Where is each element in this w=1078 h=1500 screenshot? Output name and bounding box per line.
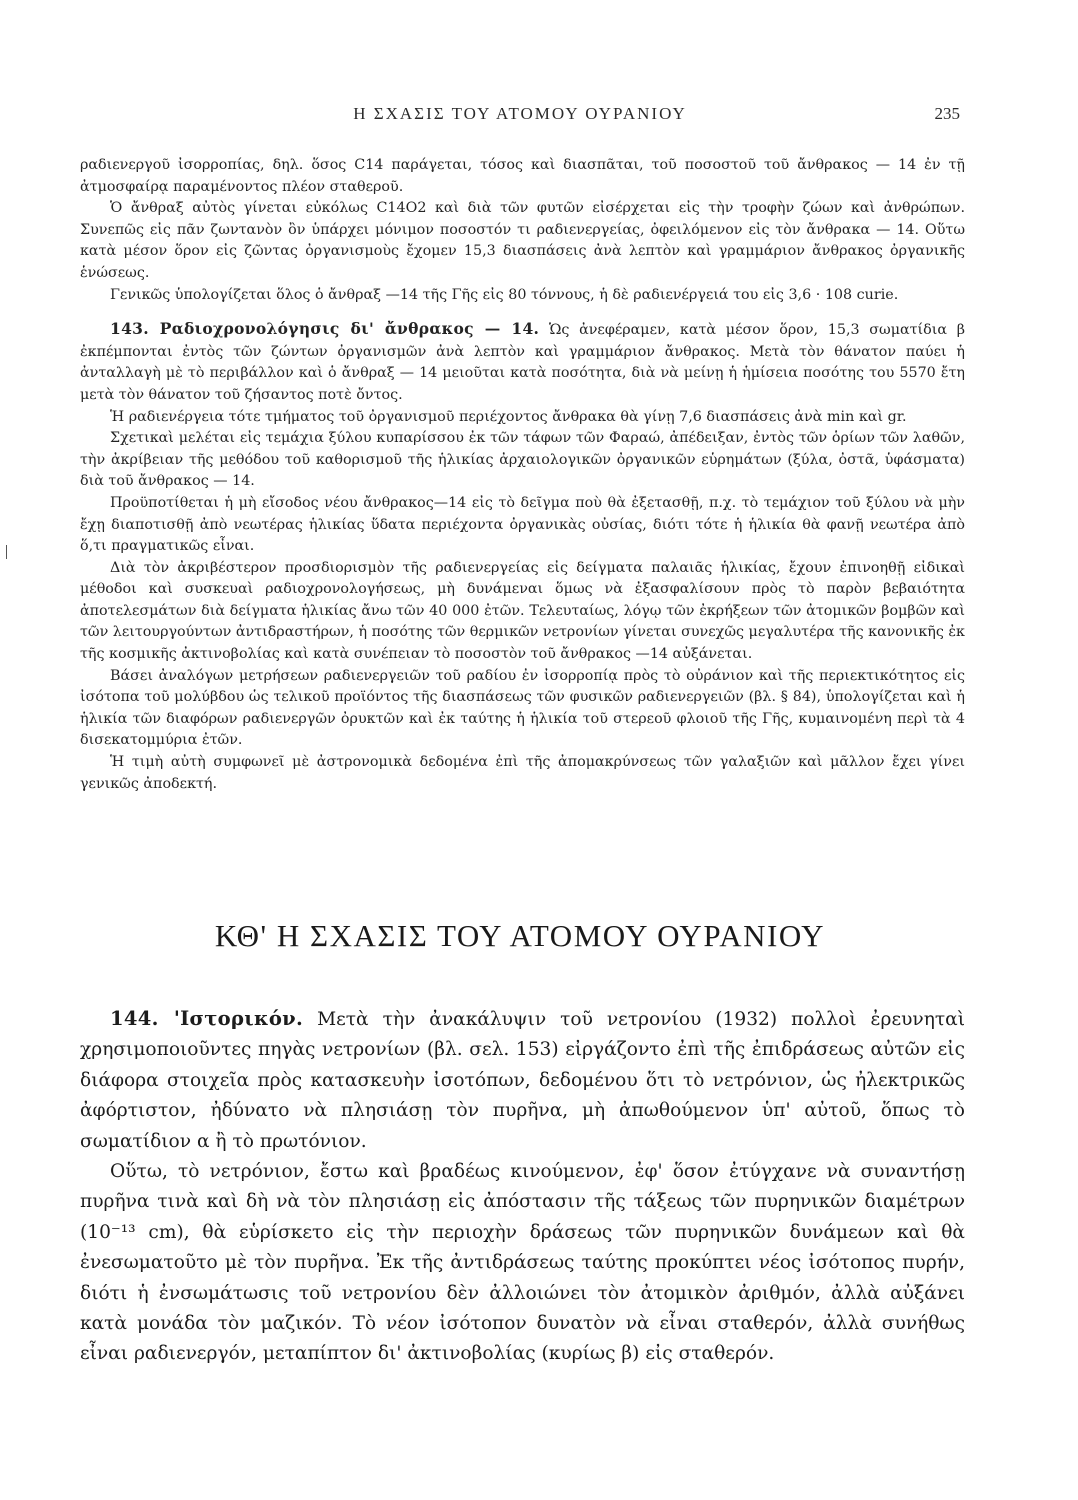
section-143-first-paragraph — [80, 318, 965, 406]
paragraph: Ὁ ἄνθραξ αὐτὸς γίνεται εὐκόλως C14O2 καὶ διὰ τῶν φυτῶν εἰσέρχεται εἰς τὴν τροφὴν ζώων καὶ ἀνθρώπων. Συνεπῶς εἰς πᾶν ζωντανὸν ὂν ὑπάρχει μόνιμον ποσοστόν τι ραδιενεργείας, ὀφειλόμενον εἰς τὸν ἄνθρακα — 14. Οὕτω κατὰ μέσον ὅρον εἰς ζῶντας ὀργανισμοὺς ἔχομεν 15,3 διασπάσεις ἀνὰ λεπτὸν καὶ γραμμάριον ἄνθρακος ὀργανικῆς ἑνώσεως. — [80, 200, 965, 281]
paragraph-text: Ὡς ἀνεφέραμεν, κατὰ μέσον ὅρον, 15,3 σωματίδια β ἐκπέμπονται ἐντὸς τῶν ζώντων ὀργανισμῶν ἀνὰ λεπτὸν καὶ γραμμάριον ἄνθρακος. Μετὰ τὸν θάνατον παύει ἡ ἀνταλλαγὴ μὲ τὸ περιβάλλον καὶ ὁ ἄνθραξ — 14 μειοῦται κατὰ ποσότητα, διὰ νὰ μείνῃ ἡ ἡμίσεια ποσότης του 5570 ἔτη μετὰ τὸν θάνατον τοῦ ζήσαντος ποτὲ ὄντος. — [80, 322, 965, 403]
paragraph: Σχετικαὶ μελέται εἰς τεμάχια ξύλου κυπαρίσσου ἐκ τῶν τάφων τῶν Φαραώ, ἀπέδειξαν, ἐντὸς τῶν ὁρίων τῶν λαθῶν, τὴν ἀκρίβειαν τῆς μεθόδου τοῦ καθορισμοῦ τῆς ἡλικίας ἀρχαιολογικῶν ὀργανικῶν εὑρημάτων (ξύλα, ὀστᾶ, ὑφάσματα) διὰ τοῦ ἄνθρακος — 14. — [80, 430, 965, 490]
section-heading: 143. Ραδιοχρονολόγησις δι' ἄνθρακος — 14. — [110, 319, 540, 339]
large-text-block — [80, 1004, 965, 1370]
page-number: 235 — [934, 104, 960, 123]
margin-mark — [6, 545, 7, 559]
chapter-title: ΚΘ' Η ΣΧΑΣΙΣ ΤΟΥ ΑΤΟΜΟΥ ΟΥΡΑΝΙΟΥ — [214, 918, 826, 953]
paragraph: Οὕτω, τὸ νετρόνιον, ἔστω καὶ βραδέως κινούμενον, ἐφ' ὅσον ἐτύγχανε νὰ συναντήσῃ πυρῆνα τινὰ καὶ δὴ νὰ τὸν πλησιάσῃ εἰς ἀπόστασιν τῆς τάξεως τῶν πυρηνικῶν διαμέτρων (10⁻¹³ cm), θὰ εὑρίσκετο εἰς τὴν περιοχὴν δράσεως τῶν πυρηνικῶν δυνάμεων καὶ θὰ ἐνεσωματοῦτο μὲ τὸν πυρῆνα. Ἐκ τῆς ἀντιδράσεως ταύτης προκύπτει νέος ἰσότοπος πυρήν, διότι ἡ ἐνσωμάτωσις τοῦ νετρονίου δὲν ἀλλοιώνει τὸν ἀτομικὸν ἀριθμόν, ἀλλὰ αὐξάνει κατὰ μονάδα τὸν μαζικόν. Τὸ νέον ἰσότοπον δυνατὸν νὰ εἶναι σταθερόν, ἀλλὰ συνήθως εἶναι ραδιενεργόν, μεταπίπτον δι' ἀκτινοβολίας (κυρίως β) εἰς σταθερόν. — [80, 1161, 965, 1365]
small-text-block — [80, 155, 965, 795]
paragraph: ραδιενεργοῦ ἰσορροπίας, δηλ. ὅσος C14 παράγεται, τόσος καὶ διασπᾶται, τοῦ ποσοστοῦ τοῦ ἄνθρακος — 14 ἐν τῇ ἀτμοσφαίρᾳ παραμένοντος πλέον σταθεροῦ. — [80, 157, 965, 195]
section-144-first-paragraph — [80, 1004, 965, 1157]
section-heading: 144. 'Ιστορικόν. — [110, 1007, 304, 1030]
paragraph: Ἡ ραδιενέργεια τότε τμήματος τοῦ ὀργανισμοῦ περιέχοντος ἄνθρακα θὰ γίνῃ 7,6 διασπάσεις ἀνὰ min καὶ gr. — [110, 408, 907, 425]
paragraph: Προϋποτίθεται ἡ μὴ εἴσοδος νέου ἄνθρακος—14 εἰς τὸ δεῖγμα ποὺ θὰ ἐξετασθῇ, π.χ. τὸ τεμάχιον τοῦ ξύλου νὰ μὴν ἔχῃ διαποτισθῇ ἀπὸ νεωτέρας ἡλικίας ὕδατα περιέχοντα ὀργανικὰς οὐσίας, διότι τότε ἡ ἡλικία θὰ φανῇ νεωτέρα ἀπὸ ὅ,τι πραγματικῶς εἶναι. — [80, 494, 965, 555]
running-title: Η ΣΧΑΣΙΣ ΤΟΥ ΑΤΟΜΟΥ ΟΥΡΑΝΙΟΥ — [353, 104, 687, 123]
paragraph: Γενικῶς ὑπολογίζεται ὅλος ὁ ἄνθραξ —14 τῆς Γῆς εἰς 80 τόννους, ἡ δὲ ραδιενέργειά του εἰς 3,6 · 108 curie. — [110, 286, 899, 303]
paragraph: Βάσει ἀναλόγων μετρήσεων ραδιενεργειῶν τοῦ ραδίου ἐν ἰσορροπίᾳ πρὸς τὸ οὐράνιον καὶ τῆς περιεκτικότητος εἰς ἰσότοπα τοῦ μολύβδου ὡς τελικοῦ προϊόντος τῆς διασπάσεως τῶν φυσικῶν ραδιενεργειῶν (βλ. § 84), ὑπολογίζεται καὶ ἡ ἡλικία τῶν διαφόρων ραδιενεργῶν ὀρυκτῶν καὶ ἐκ ταύτης ἡ ἡλικία τοῦ στερεοῦ φλοιοῦ τῆς Γῆς, κυμαινομένη περὶ τὰ 4 δισεκατομμύρια ἐτῶν. — [80, 667, 965, 749]
paragraph-text: Μετὰ τὴν ἀνακάλυψιν τοῦ νετρονίου (1932) πολλοὶ ἐρευνηταὶ χρησιμοποιοῦντες πηγὰς νετρονίων (βλ. σελ. 153) εἰργάζοντο ἐπὶ τῆς ἐπιδράσεως αὐτῶν εἰς διάφορα στοιχεῖα πρὸς κατασκευὴν ἰσοτόπων, δεδομένου ὅτι τὸ νετρόνιον, ὡς ἠλεκτρικῶς ἀφόρτιστον, ἠδύνατο νὰ πλησιάσῃ τὸν πυρῆνα, μὴ ἀπωθούμενον ὑπ' αὐτοῦ, ὅπως τὸ σωματίδιον α ἢ τὸ πρωτόνιον. — [80, 1009, 965, 1152]
paragraph: Διὰ τὸν ἀκριβέστερον προσδιορισμὸν τῆς ραδιενεργείας εἰς δείγματα παλαιᾶς ἡλικίας, ἔχουν ἐπινοηθῇ εἰδικαὶ μέθοδοι καὶ συσκευαὶ ραδιοχρονολογήσεως, μὴ δυνάμεναι ὅμως νὰ ἐξασφαλίσουν πρὸς τὸ παρὸν βεβαιότητα ἀποτελεσμάτων διὰ δείγματα ἡλικίας ἄνω τῶν 40 000 ἐτῶν. Τελευταίως, λόγῳ τῶν ἐκρήξεων τῶν ἀτομικῶν βομβῶν καὶ τῶν λειτουργούντων ἀντιδραστήρων, ἡ ποσότης τῶν θερμικῶν νετρονίων γίνεται συνεχῶς μεγαλυτέρα τῆς κανονικῆς ἐκ τῆς κοσμικῆς ἀκτινοβολίας καὶ κατὰ συνέπειαν τὸ ποσοστὸν τοῦ ἄνθρακος —14 αὐξάνεται. — [80, 559, 965, 663]
running-header — [80, 104, 960, 134]
paragraph: Ἡ τιμὴ αὐτὴ συμφωνεῖ μὲ ἀστρονομικὰ δεδομένα ἐπὶ τῆς ἀπομακρύνσεως τῶν γαλαξιῶν καὶ μᾶλλον ἔχει γίνει γενικῶς ἀποδεκτή. — [80, 754, 965, 792]
